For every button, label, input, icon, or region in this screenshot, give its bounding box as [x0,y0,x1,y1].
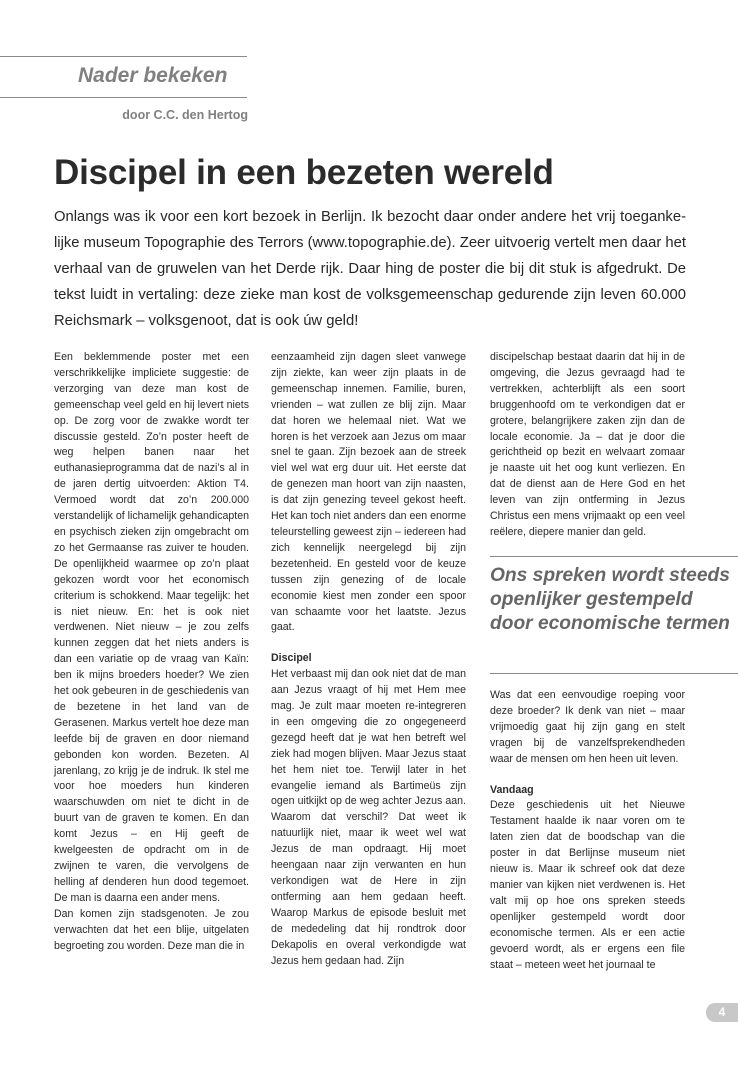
text-column-3-continued [490,688,685,973]
header-rule-top [0,56,247,57]
text-column-2 [271,350,466,969]
pull-quote: Ons spreken wordt steeds openlijker gestempeld door economische termen [490,565,730,634]
section-title: Nader bekeken [78,64,228,87]
byline: door C.C. den Hertog [122,108,248,122]
body-paragraph: Een beklemmende poster met een verschrikkelijke impliciete suggestie: de verzorging van deze man kost de gemeenschap veel geld en hij levert niets op. De zorg voor de zwakke wordt ter discussie gesteld. Zo’n poster heeft de weg helpen banen naar het euthanasieprogramma dat de nazi’s al in de jaren dertig uitvoerden: Aktion T4. Vermoed wordt dat zo’n 200.000 verstandelijk of lichamelijk gehandicapten en psychisch zieken zijn omgebracht om zo het Germaanse ras zuiver te houden. De openlijkheid waarmee op zo’n plaat gekozen wordt voor het economisch criterium is schokkend. Maar tegelijk: het is niet nieuw. En: het is ook niet verdwenen. Niet nieuw – je zou zelfs kunnen zeggen dat het niets anders is dan een variatie op de vraag van Kaïn: ben ik mijns broeders hoeder? We zien het ook gebeuren in de geschiedenis van de bezetene in het land van de Gerasenen. Markus vertelt hoe deze man leefde bij de graven en door niemand gebonden kon worden. Bezeten. Al jarenlang, zo krijg je de indruk. Ik stel me voor hoe moeders hun kinderen waarschuwden om niet te dicht in de buurt van de graven te komen. En dan komt Jezus – en Hij geeft de kwelgeesten de opdracht om in de zwijnen te varen, die vervolgens de helling af denderen hun dood tegemoet. De man is daarna een ander mens. [54,351,249,904]
pullquote-rule-top [490,556,738,557]
body-paragraph: Was dat een eenvoudige roeping voor deze broeder? Ik denk van niet – maar vrijmoedig gaat hij zijn gang en stelt vragen bij de vanzelfsprekendheden waar de mensen om hen heen uit leven. [490,689,685,765]
page-number: 4 [706,1003,738,1022]
body-paragraph: Het verbaast mij dan ook niet dat de man aan Jezus vraagt of hij met Hem mee mag. Je zult maar moeten re-integreren in een omgeving die zo ongegeneerd gezegd heeft dat je wat hen betreft wel ziek had mogen blijven. Maar Jezus staat het hem niet toe. Terwijl later in het evangelie iemand als Bartimeüs zijn ogen uitkijkt op de weg achter Jezus aan. Waarom dat verschil? Dat weet ik natuurlijk niet, maar ik weet wel wat Jezus de man opdraagt. Hij moet heengaan naar zijn verwanten en hun verkondigen wat de Here in zijn ontferming aan hem gedaan heeft. Waarop Markus de episode besluit met de mededeling dat hij rondtrok door Dekapolis en overal verkondigde wat Jezus hem gedaan had. Zijn [271,668,466,967]
text-column-1 [54,350,249,954]
text-column-3 [490,350,685,541]
article-title: Discipel in een bezeten wereld [54,153,554,192]
subheading-discipel: Discipel [271,652,312,665]
subheading-vandaag: Vandaag [490,783,534,796]
pullquote-rule-bottom [490,673,738,674]
body-paragraph: Deze geschiedenis uit het Nieuwe Testament haalde ik naar voren om te laten zien dat de boodschap van die poster in dat Berlijnse museum niet nieuw is. Maar ik schreef ook dat deze manier van kijken niet verdwenen is. Het valt mij op hoe ons spreken steeds openlijker gestempeld wordt door economische termen. Als er een actie gevoerd wordt, als er ergens een file staat – meteen weet het journaal te [490,799,685,971]
body-paragraph: discipelschap bestaat daarin dat hij in de omgeving, die Jezus gevraagd had te vertrekken, achterblijft als een soort bruggenhoofd om te verkondigen dat er grotere, belangrijkere zaken zijn dan de locale economie. Ja – dat je door die gerichtheid op bezit en welvaart zomaar je naaste uit het oog kunt verliezen. En dat de dienst aan de Here God en het leven van zijn ontferming in Jezus Christus een mens vrijmaakt op een veel reëlere, diepere manier dan geld. [490,351,685,538]
body-paragraph: Dan komen zijn stadsgenoten. Je zou verwachten dat het een blije, uitgelaten begroeting zou worden. Deze man die in [54,907,249,952]
body-paragraph: eenzaamheid zijn dagen sleet vanwege zijn ziekte, kan weer zijn plaats in de gemeenschap innemen. Familie, buren, vrienden – wat zullen ze blij zijn. Maar dat horen we helemaal niet. Wat we horen is het verzoek aan Jezus om maar snel te gaan. Zijn bezoek aan de streek viel wel wat erg duur uit. Het eerste dat de genezen man hoort van zijn naasten, is dat zijn genezing teveel gekost heeft. Het kan toch niet anders dan een enorme teleurstelling geweest zijn – iedereen had zich kennelijk neergelegd bij zijn bezetenheid. En gesteld voor de keuze tussen zijn genezing of de locale economie kiest men zonder een spoor van schaamte voor het laatste. Jezus gaat. [271,351,466,634]
header-rule-bottom [0,97,247,98]
article-intro: Onlangs was ik voor een kort bezoek in Berlijn. Ik bezocht daar onder andere het vrij toegankelijke museum Topographie des Terrors (www.topographie.de). Zeer uitvoerig vertelt men daar het verhaal van de gruwelen van het Derde rijk. Daar hing de poster die bij dit stuk is afgedrukt. De tekst luidt in vertaling: deze zieke man kost de volksgemeenschap gedurende zijn leven 60.000 Reichsmark – volksgenoot, dat is ook úw geld! [54,209,686,329]
